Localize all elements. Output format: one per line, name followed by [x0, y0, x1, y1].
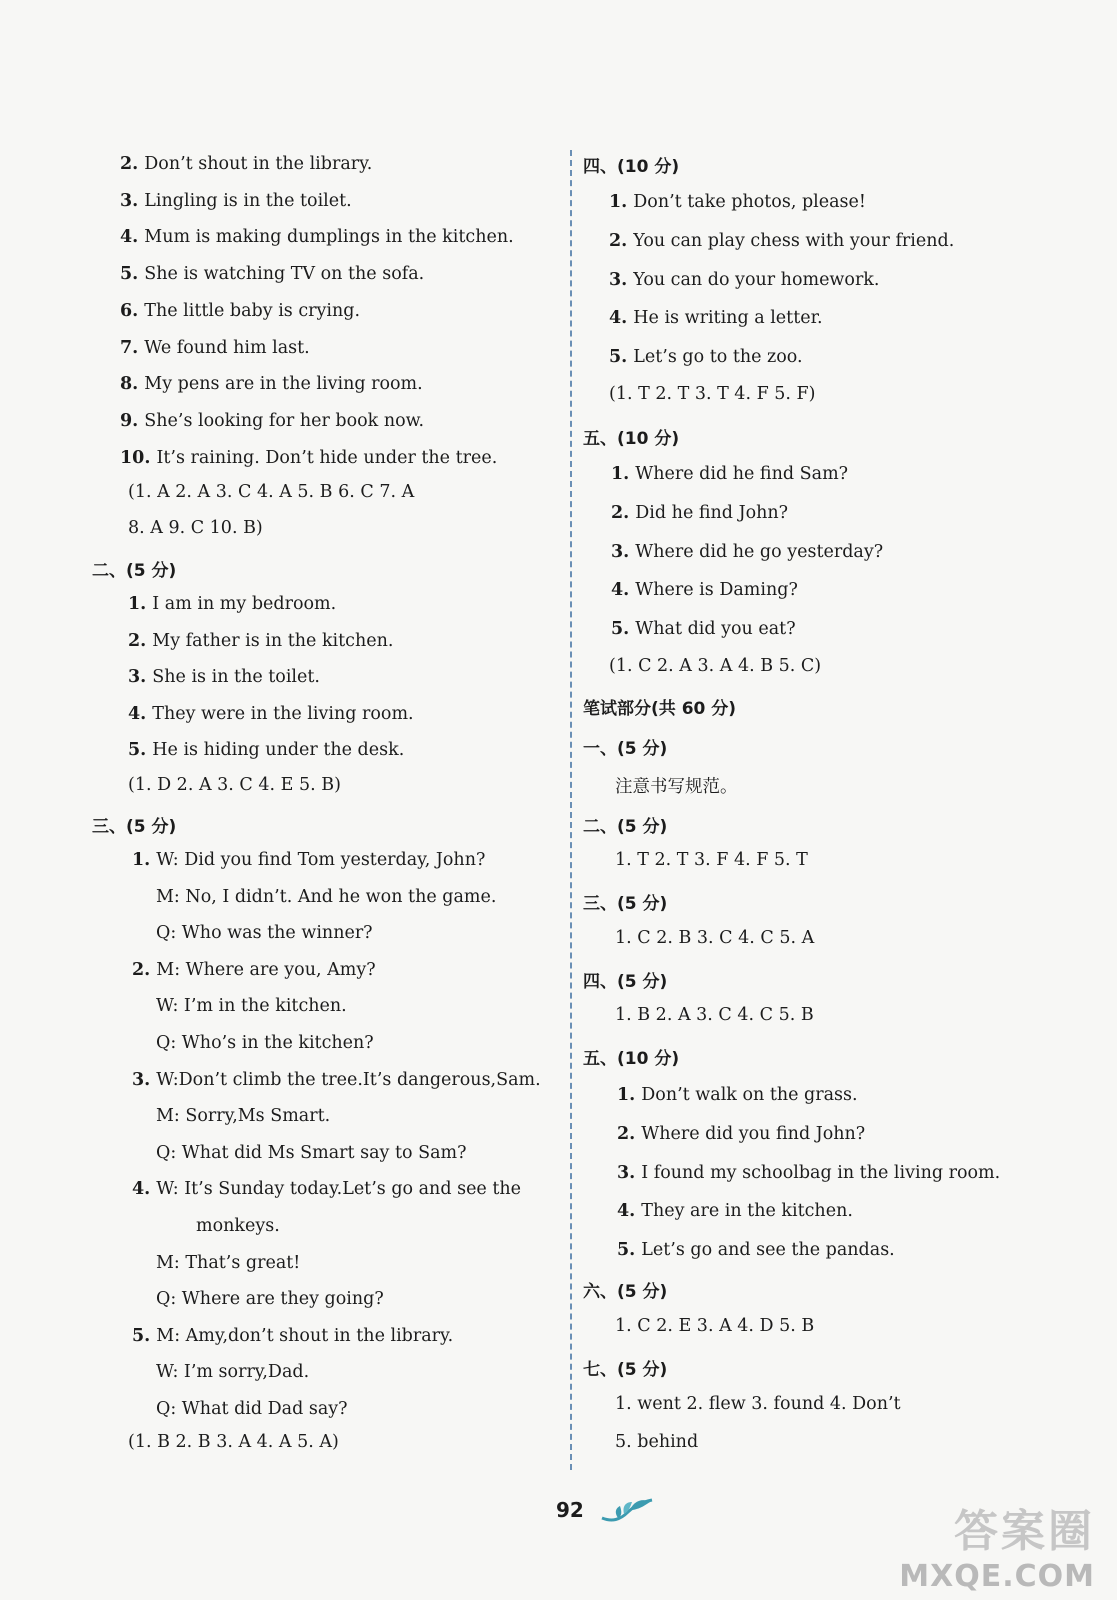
section-2-line-4 [128, 702, 414, 726]
section-1-line-9 [120, 446, 497, 470]
written-3-title: 三、(5 分) [583, 894, 668, 914]
item-number: 4. [120, 227, 139, 248]
leaf-ornament-icon [600, 1496, 654, 1526]
dialog-text: Q: Who’s in the kitchen? [156, 1033, 374, 1053]
dialog-text: M: Sorry,Ms Smart. [156, 1106, 331, 1127]
item-number: 7. [120, 337, 139, 358]
section-2-line-3 [128, 665, 320, 689]
item-text: Did he find John? [635, 502, 789, 523]
dialog-number: 2. [132, 959, 151, 980]
dialog-number: 4. [132, 1179, 151, 1200]
item-text: They were in the living room. [152, 703, 414, 724]
item-number: 10. [120, 447, 151, 468]
section-4-line-1 [609, 190, 866, 214]
item-number: 4. [128, 703, 147, 724]
section-4-line-4 [609, 306, 823, 330]
item-text: My father is in the kitchen. [152, 630, 394, 651]
item-text: What did you eat? [635, 619, 796, 640]
written-part-title: 笔试部分(共 60 分) [583, 699, 737, 719]
dialog-text: W: I’m in the kitchen. [156, 996, 347, 1017]
dialog-1-line-1 [132, 848, 485, 872]
dialog-text: M: Where are you, Amy? [156, 959, 376, 980]
section-4-line-2 [609, 229, 954, 253]
dialog-5-line-3 [156, 1397, 348, 1421]
dialog-4-line-2 [196, 1214, 280, 1238]
dialog-4-line-1 [132, 1177, 521, 1201]
dialog-2-line-3 [156, 1031, 374, 1055]
written-4-title: 四、(5 分) [583, 972, 668, 992]
section-1-answers-b: 8. A 9. C 10. B) [128, 518, 263, 538]
item-text: Mum is making dumplings in the kitchen. [144, 227, 514, 248]
written-1-title: 一、(5 分) [583, 739, 668, 759]
section-5-answers: (1. C 2. A 3. A 4. B 5. C) [609, 656, 822, 676]
dialog-text: M: Amy,don’t shout in the library. [156, 1325, 454, 1346]
section-1-answers-a: (1. A 2. A 3. C 4. A 5. B 6. C 7. A [128, 482, 415, 502]
item-text: Let’s go to the zoo. [633, 347, 803, 368]
item-number: 5. [120, 264, 139, 285]
written-2-title: 二、(5 分) [583, 817, 668, 837]
dialog-text: Q: Who was the winner? [156, 923, 373, 944]
item-text: Where did he find Sam? [635, 464, 849, 484]
item-text: I found my schoolbag in the living room. [641, 1162, 1001, 1183]
item-text: She’s looking for her book now. [144, 410, 425, 431]
section-2-line-1 [128, 592, 336, 616]
section-4-line-3 [609, 268, 879, 292]
item-text: I am in my bedroom. [152, 594, 337, 614]
item-text: Don’t walk on the grass. [641, 1085, 858, 1105]
item-number: 9. [120, 410, 139, 431]
dialog-text: Q: Where are they going? [156, 1289, 384, 1310]
written-5-line-5 [617, 1238, 895, 1262]
written-6-answers: 1. C 2. E 3. A 4. D 5. B [615, 1316, 815, 1336]
dialog-text: monkeys. [196, 1216, 280, 1236]
dialog-number: 3. [132, 1069, 151, 1090]
section-2-title: 二、(5 分) [92, 561, 177, 581]
section-3-title: 三、(5 分) [92, 817, 177, 837]
section-3-answers: (1. B 2. B 3. A 4. A 5. A) [128, 1432, 339, 1452]
item-number: 2. [128, 630, 147, 651]
section-2-line-2 [128, 629, 393, 653]
item-text: She is in the toilet. [152, 667, 320, 688]
dialog-text: M: That’s great! [156, 1252, 301, 1273]
dialog-text: W: It’s Sunday today.Let’s go and see the [156, 1179, 522, 1200]
item-number: 2. [617, 1123, 636, 1144]
item-text: Don’t take photos, please! [633, 192, 866, 212]
watermark-logo [899, 1495, 1095, 1594]
dialog-2-line-2 [156, 994, 347, 1018]
item-text: The little baby is crying. [144, 300, 361, 321]
item-text: We found him last. [144, 337, 310, 358]
section-1-line-6 [120, 336, 310, 360]
item-number: 5. [609, 347, 628, 368]
item-number: 1. [609, 192, 628, 212]
section-1-line-1 [120, 152, 372, 176]
page-number: 92 [556, 1498, 584, 1522]
item-number: 5. [611, 619, 630, 640]
item-text: He is hiding under the desk. [152, 740, 405, 761]
item-text: My pens are in the living room. [144, 374, 423, 395]
section-5-line-1 [611, 462, 848, 486]
item-text: They are in the kitchen. [641, 1201, 853, 1222]
written-7-title: 七、(5 分) [583, 1360, 668, 1380]
item-number: 4. [617, 1201, 636, 1222]
dialog-text: W: I’m sorry,Dad. [156, 1362, 310, 1383]
section-2-answers: (1. D 2. A 3. C 4. E 5. B) [128, 775, 341, 795]
written-7-answers-a: 1. went 2. flew 3. found 4. Don’t [615, 1394, 901, 1414]
item-text: Where did you find John? [641, 1123, 866, 1144]
item-number: 2. [120, 154, 139, 174]
item-number: 1. [617, 1085, 636, 1105]
item-number: 5. [128, 740, 147, 761]
dialog-number: 1. [132, 850, 151, 870]
dialog-text: Q: What did Ms Smart say to Sam? [156, 1142, 467, 1163]
item-number: 4. [609, 308, 628, 329]
dialog-1-line-2 [156, 885, 496, 909]
written-5-title: 五、(10 分) [583, 1049, 680, 1069]
dialog-5-line-1 [132, 1324, 453, 1348]
item-number: 8. [120, 374, 139, 395]
dialog-3-line-1 [132, 1068, 541, 1092]
dialog-number: 5. [132, 1325, 151, 1346]
item-number: 4. [611, 580, 630, 601]
item-number: 6. [120, 300, 139, 321]
written-5-line-1 [617, 1083, 858, 1107]
dialog-4-line-4 [156, 1287, 384, 1311]
dialog-3-line-2 [156, 1104, 330, 1128]
item-number: 3. [120, 190, 139, 211]
item-number: 1. [611, 464, 630, 484]
dialog-text: W:Don’t climb the tree.It’s dangerous,Sam. [156, 1069, 541, 1090]
section-1-line-4 [120, 262, 424, 286]
dialog-text: M: No, I didn’t. And he won the game. [156, 886, 497, 907]
section-5-line-4 [611, 578, 798, 602]
written-6-title: 六、(5 分) [583, 1282, 668, 1302]
item-text: Let’s go and see the pandas. [641, 1240, 895, 1261]
item-text: He is writing a letter. [633, 308, 823, 329]
item-text: Where did he go yesterday? [635, 541, 884, 562]
section-1-line-3 [120, 225, 514, 249]
item-number: 3. [609, 269, 628, 290]
section-4-answers: (1. T 2. T 3. T 4. F 5. F) [609, 384, 816, 404]
dialog-1-line-3 [156, 921, 373, 945]
written-2-answers: 1. T 2. T 3. F 4. F 5. T [615, 850, 808, 870]
written-3-answers: 1. C 2. B 3. C 4. C 5. A [615, 928, 815, 948]
dialog-5-line-2 [156, 1360, 309, 1384]
item-number: 3. [128, 667, 147, 688]
watermark-url: MXQE.COM [899, 1559, 1095, 1594]
section-1-line-2 [120, 189, 352, 213]
written-5-line-2 [617, 1122, 865, 1146]
item-text: Where is Daming? [635, 580, 798, 601]
item-number: 5. [617, 1240, 636, 1261]
written-5-line-3 [617, 1161, 1000, 1185]
item-text: You can do your homework. [633, 269, 880, 290]
written-7-answers-b: 5. behind [615, 1432, 699, 1452]
dialog-2-line-1 [132, 958, 376, 982]
item-text: You can play chess with your friend. [633, 230, 955, 251]
section-2-line-5 [128, 738, 404, 762]
written-1-text: 注意书写规范。 [615, 777, 738, 797]
item-number: 2. [609, 230, 628, 251]
watermark-title: 答案圈 [954, 1506, 1095, 1557]
written-4-answers: 1. B 2. A 3. C 4. C 5. B [615, 1005, 814, 1025]
item-text: She is watching TV on the sofa. [144, 264, 425, 285]
section-5-title: 五、(10 分) [583, 429, 680, 449]
section-1-line-5 [120, 299, 360, 323]
item-text: Don’t shout in the library. [144, 154, 373, 174]
item-text: It’s raining. Don’t hide under the tree. [156, 447, 498, 468]
section-5-line-2 [611, 501, 788, 525]
section-4-title: 四、(10 分) [583, 157, 680, 177]
item-number: 1. [128, 594, 147, 614]
section-4-line-5 [609, 345, 803, 369]
dialog-text: W: Did you find Tom yesterday, John? [156, 850, 486, 870]
item-number: 3. [611, 541, 630, 562]
item-number: 3. [617, 1162, 636, 1183]
item-text: Lingling is in the toilet. [144, 190, 352, 211]
dialog-3-line-3 [156, 1141, 467, 1165]
item-number: 2. [611, 502, 630, 523]
section-5-line-5 [611, 617, 796, 641]
section-1-line-7 [120, 372, 423, 396]
dialog-text: Q: What did Dad say? [156, 1399, 348, 1419]
column-divider [570, 150, 572, 1470]
dialog-4-line-3 [156, 1251, 300, 1275]
section-5-line-3 [611, 540, 883, 564]
written-5-line-4 [617, 1199, 853, 1223]
section-1-line-8 [120, 409, 424, 433]
